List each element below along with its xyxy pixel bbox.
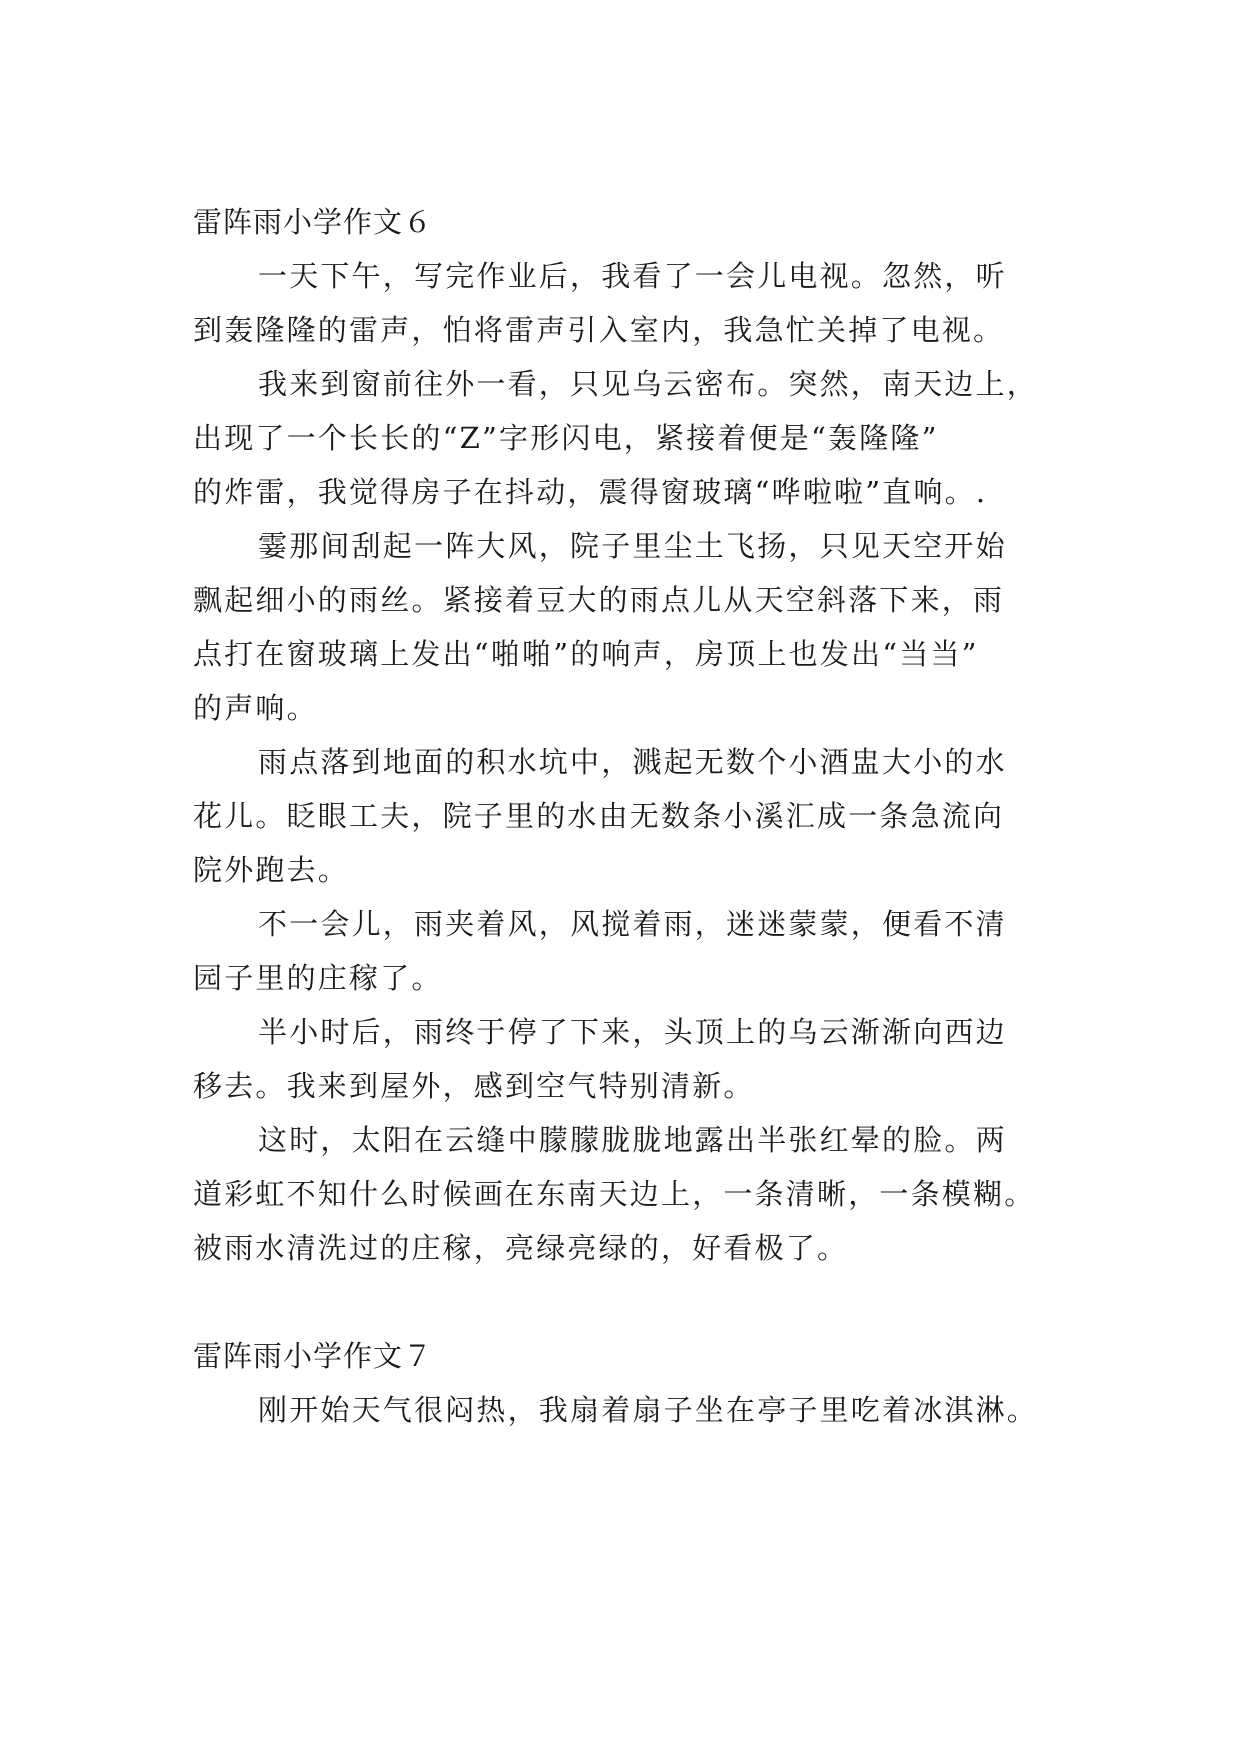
paragraph-line: 花儿。眨眼工夫，院子里的水由无数条小溪汇成一条急流向: [193, 799, 1005, 833]
paragraph-line: 出现了一个长长的“Z”字形闪电，紧接着便是“轰隆隆”: [193, 421, 939, 455]
paragraph-line: 不一会儿，雨夹着风，风搅着雨，迷迷蒙蒙，便看不清: [258, 907, 1007, 941]
paragraph-line: 园子里的庄稼了。: [193, 961, 443, 995]
paragraph-line: 的声响。: [193, 691, 318, 725]
paragraph-line: 雨点落到地面的积水坑中，溅起无数个小酒盅大小的水: [258, 745, 1007, 779]
paragraph-line: 刚开始天气很闷热，我扇着扇子坐在亭子里吃着冰淇淋。: [258, 1393, 1039, 1427]
paragraph-line: 这时，太阳在云缝中朦朦胧胧地露出半张红晕的脸。两: [258, 1123, 1007, 1157]
paragraph-line: 到轰隆隆的雷声，怕将雷声引入室内，我急忙关掉了电视。: [193, 313, 1005, 347]
paragraph-line: 霎那间刮起一阵大风，院子里尘土飞扬，只见天空开始: [258, 529, 1007, 563]
paragraph-line: 点打在窗玻璃上发出“啪啪”的响声，房顶上也发出“当当”: [193, 637, 979, 671]
paragraph-line: 移去。我来到屋外，感到空气特别清新。: [193, 1069, 755, 1103]
section-6-title: 雷阵雨小学作文６: [193, 205, 434, 239]
paragraph-line: 半小时后，雨终于停了下来，头顶上的乌云渐渐向西边: [258, 1015, 1007, 1049]
paragraph-line: 被雨水清洗过的庄稼，亮绿亮绿的，好看极了。: [193, 1231, 849, 1265]
paragraph-line: 的炸雷，我觉得房子在抖动，震得窗玻璃“哗啦啦”直响。.: [193, 475, 988, 509]
paragraph-line: 院外跑去。: [193, 853, 350, 887]
paragraph-line: 飘起细小的雨丝。紧接着豆大的雨点儿从天空斜落下来，雨: [193, 583, 1005, 617]
paragraph-line: 一天下午，写完作业后，我看了一会儿电视。忽然，听: [258, 259, 1007, 293]
section-7-title: 雷阵雨小学作文７: [193, 1339, 434, 1373]
paragraph-line: 我来到窗前往外一看，只见乌云密布。突然，南天边上，: [258, 367, 1039, 401]
paragraph-line: 道彩虹不知什么时候画在东南天边上，一条清晰，一条模糊。: [193, 1177, 1036, 1211]
